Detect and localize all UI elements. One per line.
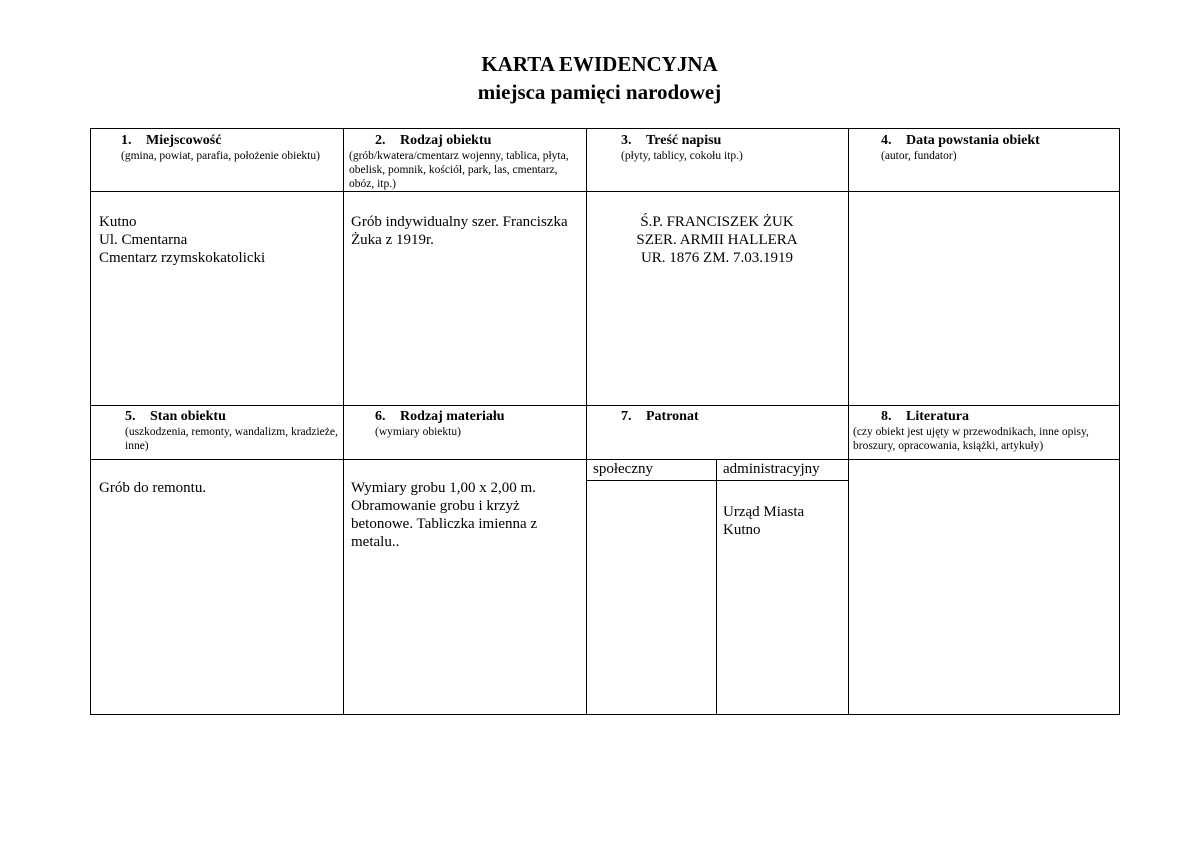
header-label: Miejscowość — [146, 133, 222, 148]
patronat-administracyjny-value: Urząd Miasta Kutno — [723, 504, 805, 538]
header-number: 8. — [881, 409, 892, 424]
col-divider-3 — [848, 129, 849, 714]
header-miejscowosc — [121, 133, 336, 163]
header-data-powstania — [881, 133, 1116, 163]
header-subtitle: (gmina, powiat, parafia, położenie obiektu) — [121, 150, 320, 162]
header-subtitle: (autor, fundator) — [881, 150, 957, 162]
patronat-administracyjny-label: administracyjny — [723, 461, 820, 477]
value-line: Cmentarz rzymskokatolicki — [99, 250, 266, 266]
value-line: Ul. Cmentarna — [99, 232, 188, 248]
header-label: Treść napisu — [646, 133, 722, 148]
record-table — [90, 128, 1120, 715]
header-subtitle: (uszkodzenia, remonty, wandalizm, kradzieże, inne) — [125, 426, 338, 452]
inscription-line: SZER. ARMII HALLERA — [636, 232, 798, 248]
header-literatura — [853, 409, 1117, 453]
header-rodzaj-obiektu — [349, 133, 579, 191]
header-number: 5. — [125, 409, 136, 424]
value-line: Kutno — [99, 214, 137, 230]
value-stan-obiektu: Grób do remontu. — [99, 480, 207, 496]
header-subtitle: (czy obiekt jest ujęty w przewodnikach, inne opisy, broszury, opracowania, książki, artykuły) — [853, 426, 1089, 452]
header-label: Rodzaj materiału — [400, 409, 505, 424]
header-subtitle: (grób/kwatera/cmentarz wojenny, tablica, płyta, obelisk, pomnik, kościół, park, las, cmentarz, obóz, itp.) — [349, 150, 569, 190]
header-label: Literatura — [906, 409, 969, 424]
header-number: 7. — [621, 409, 632, 424]
header-number: 2. — [375, 133, 386, 148]
header-number: 1. — [121, 133, 132, 148]
header-stan-obiektu — [125, 409, 340, 453]
patronat-col-divider — [716, 459, 717, 714]
row-divider-middle — [91, 405, 1119, 406]
value-tresc-napisu — [591, 213, 843, 267]
header-label: Stan obiektu — [150, 409, 226, 424]
header-subtitle: (płyty, tablicy, cokołu itp.) — [621, 150, 743, 162]
header-label: Data powstania obiekt — [906, 133, 1040, 148]
inscription-line: Ś.P. FRANCISZEK ŻUK — [640, 214, 794, 230]
row-divider-header-1 — [91, 191, 1119, 192]
value-rodzaj-obiektu: Grób indywidualny szer. Franciszka Żuka z 1919r. — [351, 214, 568, 248]
header-tresc-napisu — [621, 133, 841, 163]
header-number: 4. — [881, 133, 892, 148]
inscription-line: UR. 1876 ZM. 7.03.1919 — [640, 250, 794, 266]
document-title: KARTA EWIDENCYJNA — [481, 52, 718, 76]
header-patronat — [621, 409, 841, 425]
header-label: Rodzaj obiektu — [400, 133, 492, 148]
col-divider-1 — [343, 129, 344, 714]
document-subtitle: miejsca pamięci narodowej — [477, 80, 722, 104]
patronat-subheader-divider — [586, 480, 848, 481]
header-rodzaj-materialu — [375, 409, 580, 439]
header-label: Patronat — [646, 409, 699, 424]
header-number: 3. — [621, 133, 632, 148]
patronat-spoleczny-label: społeczny — [593, 461, 653, 477]
header-subtitle: (wymiary obiektu) — [375, 426, 461, 438]
header-number: 6. — [375, 409, 386, 424]
value-rodzaj-materialu: Wymiary grobu 1,00 x 2,00 m. Obramowanie grobu i krzyż betonowe. Tabliczka imienna z metalu.. — [351, 480, 538, 550]
col-divider-2 — [586, 129, 587, 714]
value-miejscowosc — [99, 213, 339, 267]
